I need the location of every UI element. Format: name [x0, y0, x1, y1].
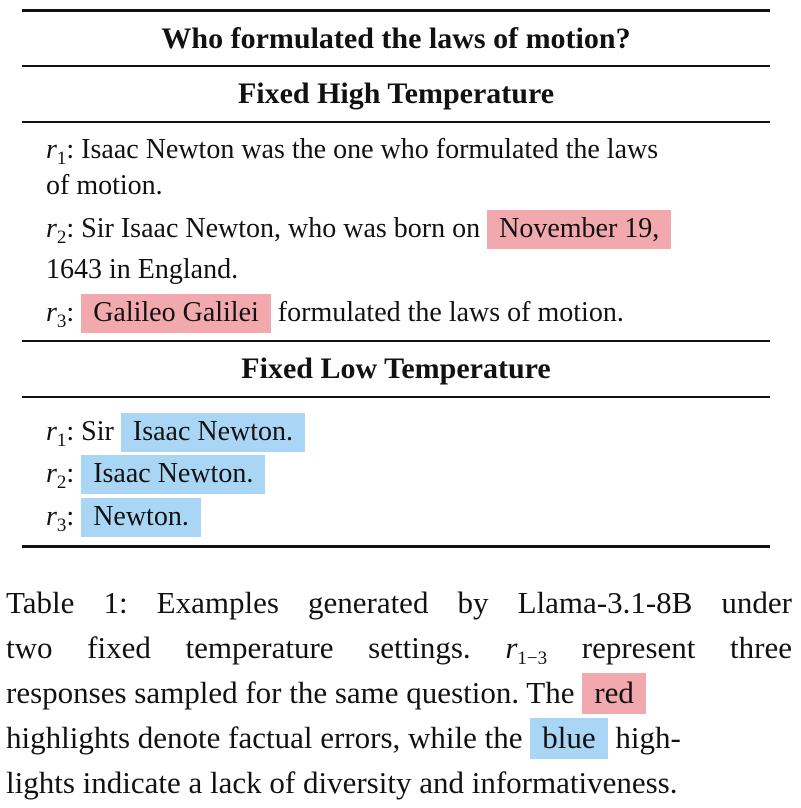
- caption-line-2: two fixed temperature settings. $r_{1-3}$ represent three: [6, 630, 792, 669]
- caption-red-swatch: red: [582, 673, 646, 714]
- response-label-subscript: 3: [56, 311, 67, 332]
- table-top-rule: [22, 9, 770, 12]
- response-label-subscript: 3: [56, 515, 67, 536]
- rule-after-low-heading: [22, 396, 770, 398]
- response-label-subscript: 2: [56, 472, 67, 493]
- low-temperature-heading: Fixed Low Temperature: [241, 352, 551, 385]
- response-label: r: [46, 501, 57, 532]
- caption-line-1: Table 1: Examples generated by Llama-3.1-8B under: [6, 585, 792, 620]
- blue-highlight-r1: Isaac Newton.: [121, 413, 305, 452]
- low-r2: $r_2$: Isaac Newton.: [46, 457, 265, 500]
- response-label-subscript: 2: [56, 227, 67, 248]
- caption-blue-swatch: blue: [530, 718, 607, 759]
- caption-line-5: lights indicate a lack of diversity and informativeness.: [6, 765, 678, 800]
- red-highlight-galileo: Galileo Galilei: [81, 294, 271, 333]
- response-label: r: [46, 213, 57, 244]
- low-r3: $r_3$: Newton.: [46, 500, 201, 543]
- high-r1-line2: of motion.: [46, 170, 163, 201]
- caption-variable: r: [505, 630, 518, 665]
- response-label: r: [46, 458, 57, 489]
- rule-before-low-heading: [22, 340, 770, 342]
- high-r3-text: formulated the laws of motion.: [270, 297, 624, 328]
- high-temperature-heading: Fixed High Temperature: [237, 77, 555, 110]
- high-r1-text: : Isaac Newton was the one who formulated the laws: [66, 134, 659, 165]
- red-highlight-birthdate: November 19,: [487, 210, 671, 249]
- high-r2-text: : Sir Isaac Newton, who was born on: [66, 213, 488, 244]
- response-label: r: [46, 297, 57, 328]
- high-r3: $r_3$: Galileo Galilei formulated the laws of motion.: [46, 296, 624, 339]
- rule-after-high-heading: [22, 121, 770, 123]
- caption-variable-subscript: 1−3: [517, 648, 548, 669]
- blue-highlight-r3: Newton.: [81, 498, 201, 537]
- high-r2-line1: [46, 212, 671, 255]
- rule-after-question: [22, 65, 770, 67]
- response-label-subscript: 1: [56, 148, 67, 169]
- response-label: r: [46, 416, 57, 447]
- response-label-subscript: 1: [56, 430, 67, 451]
- blue-highlight-r2: Isaac Newton.: [81, 455, 265, 494]
- response-label: r: [46, 134, 57, 165]
- question-heading: Who formulated the laws of motion?: [161, 22, 631, 55]
- caption-line-4: highlights denote factual errors, while the blue high-: [6, 715, 681, 760]
- high-r2-line2: 1643 in England.: [46, 254, 239, 285]
- table-bottom-rule: [22, 545, 770, 548]
- low-r1: [46, 415, 305, 458]
- low-r1-text: : Sir: [66, 416, 121, 447]
- caption-line-3: responses sampled for the same question. The red: [6, 670, 646, 715]
